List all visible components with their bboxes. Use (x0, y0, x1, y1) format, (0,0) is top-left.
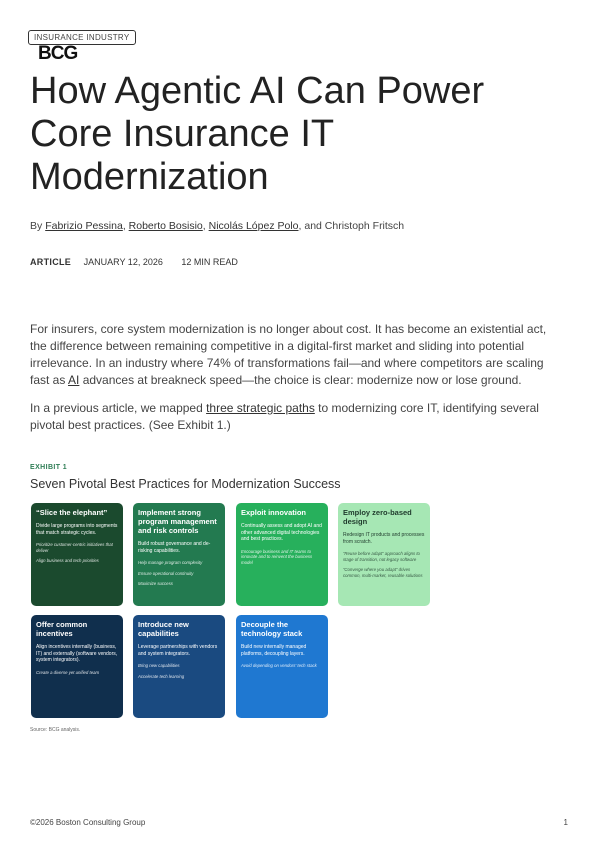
card-note: Avoid depending on vendors' tech stack (241, 663, 317, 668)
card-note: Help manage program complexity (138, 560, 203, 565)
ai-link[interactable]: AI (68, 373, 80, 387)
strategic-paths-link[interactable]: three strategic paths (206, 401, 315, 415)
exhibit-label: EXHIBIT 1 (30, 464, 68, 471)
card-body: Redesign IT products and processes from scratch. (343, 532, 425, 545)
author-name: Christoph Fritsch (324, 220, 405, 232)
paragraph-text: to modernizing core IT, identifying several pivotal best practices. (See Exhibit 1.) (30, 401, 539, 432)
card-title: Decouple the technology stack (241, 620, 303, 638)
card-body: Divide large programs into segments that match strategic cycles. (36, 523, 118, 536)
author-link[interactable]: Roberto Bosisio (128, 220, 203, 232)
article-meta (30, 257, 238, 267)
practice-card (236, 503, 328, 606)
byline-prefix: By (30, 220, 43, 232)
card-note: Bring new capabilities (138, 663, 180, 668)
card-note: Align business and tech priorities (36, 558, 99, 563)
paragraph-text: advances at breakneck speed—the choice is clear: modernize now or lose ground. (79, 373, 522, 387)
card-body: Continually assess and adopt AI and other advanced digital technologies and best practices. (241, 523, 322, 542)
card-body: Leverage partnerships with vendors and system integrators. (138, 644, 218, 657)
practice-card (31, 615, 123, 718)
practice-card (133, 503, 225, 606)
byline: By Fabrizio Pessina, Roberto Bosisio, Nicolás López Polo, and Christoph Fritsch (30, 220, 405, 232)
page-number: 1 (563, 818, 568, 827)
card-body: Build robust governance and de-risking capabilities. (138, 541, 211, 554)
paragraph-text: In a previous article, we mapped (30, 401, 207, 415)
article-date: JANUARY 12, 2026 (83, 257, 163, 267)
practice-card (133, 615, 225, 718)
card-title: “Slice the elephant” (36, 508, 108, 517)
footer-copyright: ©2026 Boston Consulting Group (30, 818, 146, 827)
card-note: Create a diverse yet unified team (36, 669, 100, 675)
card-note: “Converge where you adapt” drives common, multi-market, reusable solutions (343, 567, 423, 578)
article-title: How Agentic AI Can Power Core Insurance IT Modernization (30, 70, 485, 198)
intro-paragraph (30, 321, 564, 389)
bcg-logo: BCG (38, 43, 78, 64)
exhibit-source: Source: BCG analysis. (30, 727, 81, 733)
second-paragraph (30, 400, 564, 434)
author-link[interactable]: Fabrizio Pessina (45, 220, 123, 232)
card-note: Ensure operational continuity (138, 570, 194, 576)
card-title: Offer common incentives (36, 620, 88, 638)
industry-tag[interactable]: INSURANCE INDUSTRY (28, 30, 136, 45)
card-body: Align incentives internally (business, IT) and externally (software vendors, system integrators). (36, 644, 118, 663)
read-time: 12 MIN READ (181, 257, 238, 267)
card-note: Prioritize customer-centric initiatives that deliver (36, 542, 113, 553)
paragraph-text: For insurers, core system modernization is no longer about cost. It has become an existential act, the difference between remaining competitive in a digital-first market and sliding into potential irrelevance. In an industry where 74% of transformations fail—and where competitors are scaling fast as (30, 322, 547, 387)
practice-card (236, 615, 328, 718)
card-note: Accelerate tech learning (138, 673, 185, 679)
card-title: Exploit innovation (241, 508, 306, 517)
card-note: Maximize success (138, 581, 173, 586)
exhibit-title: Seven Pivotal Best Practices for Modernization Success (30, 477, 341, 491)
card-note: “Reuse before adapt” approach aligns to stage of transition, not legacy software (343, 551, 420, 562)
card-body: Build new internally managed platforms, decoupling layers. (241, 644, 307, 657)
practice-card (31, 503, 123, 606)
practice-card (338, 503, 430, 606)
author-link[interactable]: Nicolás López Polo (208, 220, 299, 232)
card-title: Implement strong program management and risk controls (138, 508, 217, 535)
card-note: Encourage business and IT teams to innovate and to reinvent the business model (241, 548, 313, 565)
card-title: Employ zero-based design (343, 508, 412, 526)
article-kind: ARTICLE (30, 257, 72, 267)
card-title: Introduce new capabilities (138, 620, 189, 638)
